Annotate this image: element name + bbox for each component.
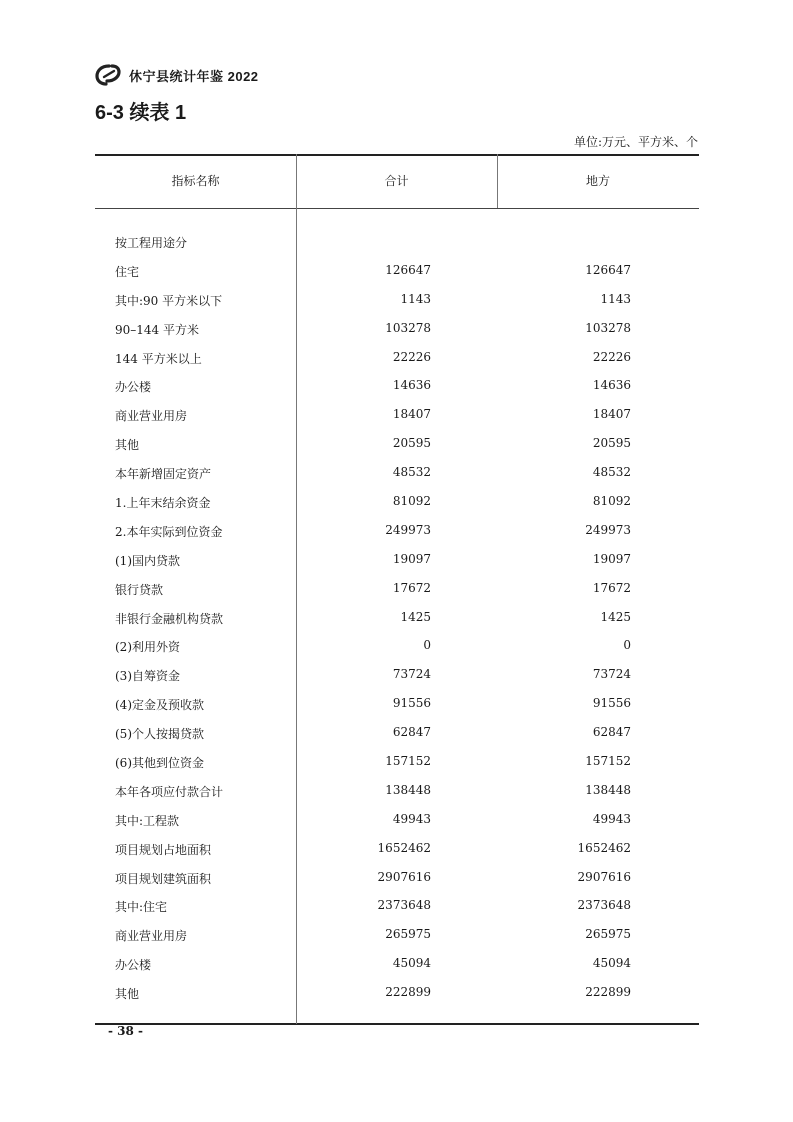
table-row <box>95 430 699 459</box>
row-name: 银行贷款 <box>115 582 164 597</box>
row-total-value: 81092 <box>392 494 431 509</box>
row-local-value: 45094 <box>592 956 631 971</box>
row-total-value: 0 <box>423 638 431 653</box>
row-local-value: 126647 <box>585 262 631 277</box>
row-local-value: 157152 <box>585 754 631 769</box>
row-local-value: 249973 <box>585 522 631 537</box>
row-local-value: 1143 <box>600 291 631 306</box>
table-row <box>95 632 699 661</box>
row-name: 其中:工程款 <box>115 813 180 828</box>
row-name: 其中:90 平方米以下 <box>115 293 223 308</box>
row-local-value: 1652462 <box>577 840 631 855</box>
row-name: 其中:住宅 <box>115 900 168 915</box>
row-name: 住宅 <box>115 264 140 279</box>
table-row <box>95 806 699 835</box>
row-name: 项目规划占地面积 <box>115 842 212 857</box>
row-local-value: 62847 <box>592 725 631 740</box>
row-local-value: 22226 <box>592 349 631 364</box>
yearbook-logo-icon <box>95 63 123 87</box>
row-total-value: 19097 <box>392 551 431 566</box>
row-name: (3)自筹资金 <box>115 669 180 684</box>
row-name: (1)国内贷款 <box>115 553 180 568</box>
column-header-total: 合计 <box>384 174 409 188</box>
table-row <box>95 228 699 257</box>
row-total-value: 14636 <box>392 378 431 393</box>
table-row <box>95 950 699 979</box>
row-name: 90–144 平方米 <box>115 322 199 337</box>
row-total-value: 265975 <box>385 927 431 942</box>
row-local-value: 2373648 <box>577 898 631 913</box>
row-local-value: 18407 <box>592 407 631 422</box>
table-row <box>95 864 699 893</box>
row-name: (5)个人按揭贷款 <box>115 727 204 742</box>
row-local-value: 48532 <box>592 465 631 480</box>
table-row <box>95 604 699 633</box>
row-total-value: 249973 <box>385 522 431 537</box>
table-row <box>95 979 699 1008</box>
table-row <box>95 372 699 401</box>
row-total-value: 45094 <box>392 956 431 971</box>
row-local-value: 49943 <box>592 811 631 826</box>
row-total-value: 2373648 <box>377 898 431 913</box>
table-row <box>95 690 699 719</box>
row-total-value: 157152 <box>385 754 431 769</box>
row-name: 办公楼 <box>115 958 152 973</box>
row-name: 本年各项应付款合计 <box>115 784 224 799</box>
table-row <box>95 546 699 575</box>
table-title: 6-3 续表 1 <box>95 102 187 124</box>
table-row <box>95 575 699 604</box>
row-total-value: 1143 <box>400 291 431 306</box>
row-name: 其他 <box>115 438 140 453</box>
column-header-local: 地方 <box>585 174 610 188</box>
row-total-value: 91556 <box>392 696 431 711</box>
row-name: 144 平方米以上 <box>115 351 202 366</box>
row-local-value: 265975 <box>585 927 631 942</box>
row-local-value: 103278 <box>585 320 631 335</box>
table-row <box>95 921 699 950</box>
table-row <box>95 835 699 864</box>
table-row <box>95 315 699 344</box>
row-name: (2)利用外资 <box>115 640 180 655</box>
page-number: - 38 - <box>108 1024 144 1038</box>
row-total-value: 2907616 <box>377 869 431 884</box>
row-total-value: 22226 <box>392 349 431 364</box>
table-row <box>95 344 699 373</box>
row-total-value: 73724 <box>392 667 431 682</box>
row-name: 商业营业用房 <box>115 409 188 424</box>
table-row <box>95 488 699 517</box>
table-bottom-rule <box>95 1023 699 1025</box>
row-local-value: 2907616 <box>577 869 631 884</box>
row-name: 2.本年实际到位资金 <box>115 524 223 539</box>
table-row <box>95 517 699 546</box>
row-local-value: 1425 <box>600 609 631 624</box>
row-name: (4)定金及预收款 <box>115 698 204 713</box>
row-name: (6)其他到位资金 <box>115 756 204 771</box>
row-name: 按工程用途分 <box>115 236 188 250</box>
row-local-value: 138448 <box>585 782 631 797</box>
row-local-value: 20595 <box>592 436 631 451</box>
row-total-value: 103278 <box>385 320 431 335</box>
row-local-value: 19097 <box>592 551 631 566</box>
row-local-value: 0 <box>623 638 631 653</box>
row-total-value: 222899 <box>385 985 431 1000</box>
yearbook-header <box>95 62 259 88</box>
row-local-value: 222899 <box>585 985 631 1000</box>
row-total-value: 17672 <box>392 580 431 595</box>
unit-label: 单位:万元、平方米、个 <box>573 135 698 149</box>
row-local-value: 91556 <box>592 696 631 711</box>
table-row <box>95 661 699 690</box>
table-row <box>95 748 699 777</box>
row-name: 办公楼 <box>115 380 152 395</box>
row-name: 项目规划建筑面积 <box>115 871 212 886</box>
row-total-value: 138448 <box>385 782 431 797</box>
row-name: 商业营业用房 <box>115 929 188 944</box>
row-total-value: 48532 <box>392 465 431 480</box>
table-row <box>95 777 699 806</box>
row-name: 1.上年末结余资金 <box>115 496 211 511</box>
row-total-value: 18407 <box>392 407 431 422</box>
row-total-value: 20595 <box>392 436 431 451</box>
yearbook-title: 休宁县统计年鉴 2022 <box>129 68 259 84</box>
column-header-name: 指标名称 <box>171 174 220 188</box>
row-total-value: 126647 <box>385 262 431 277</box>
table-body <box>95 228 699 1008</box>
table-row <box>95 401 699 430</box>
row-local-value: 14636 <box>592 378 631 393</box>
row-name: 其他 <box>115 987 140 1002</box>
row-local-value: 17672 <box>592 580 631 595</box>
row-name: 本年新增固定资产 <box>115 467 212 482</box>
row-name: 非银行金融机构贷款 <box>115 611 224 626</box>
table-row <box>95 719 699 748</box>
row-total-value: 1425 <box>400 609 431 624</box>
row-total-value: 49943 <box>392 811 431 826</box>
header-bottom-rule <box>95 208 699 209</box>
row-total-value: 62847 <box>392 725 431 740</box>
table-row <box>95 459 699 488</box>
table-row <box>95 286 699 315</box>
table-row <box>95 257 699 286</box>
statistics-table <box>95 154 699 1024</box>
table-row <box>95 892 699 921</box>
row-total-value: 1652462 <box>377 840 431 855</box>
row-local-value: 73724 <box>592 667 631 682</box>
row-local-value: 81092 <box>592 494 631 509</box>
